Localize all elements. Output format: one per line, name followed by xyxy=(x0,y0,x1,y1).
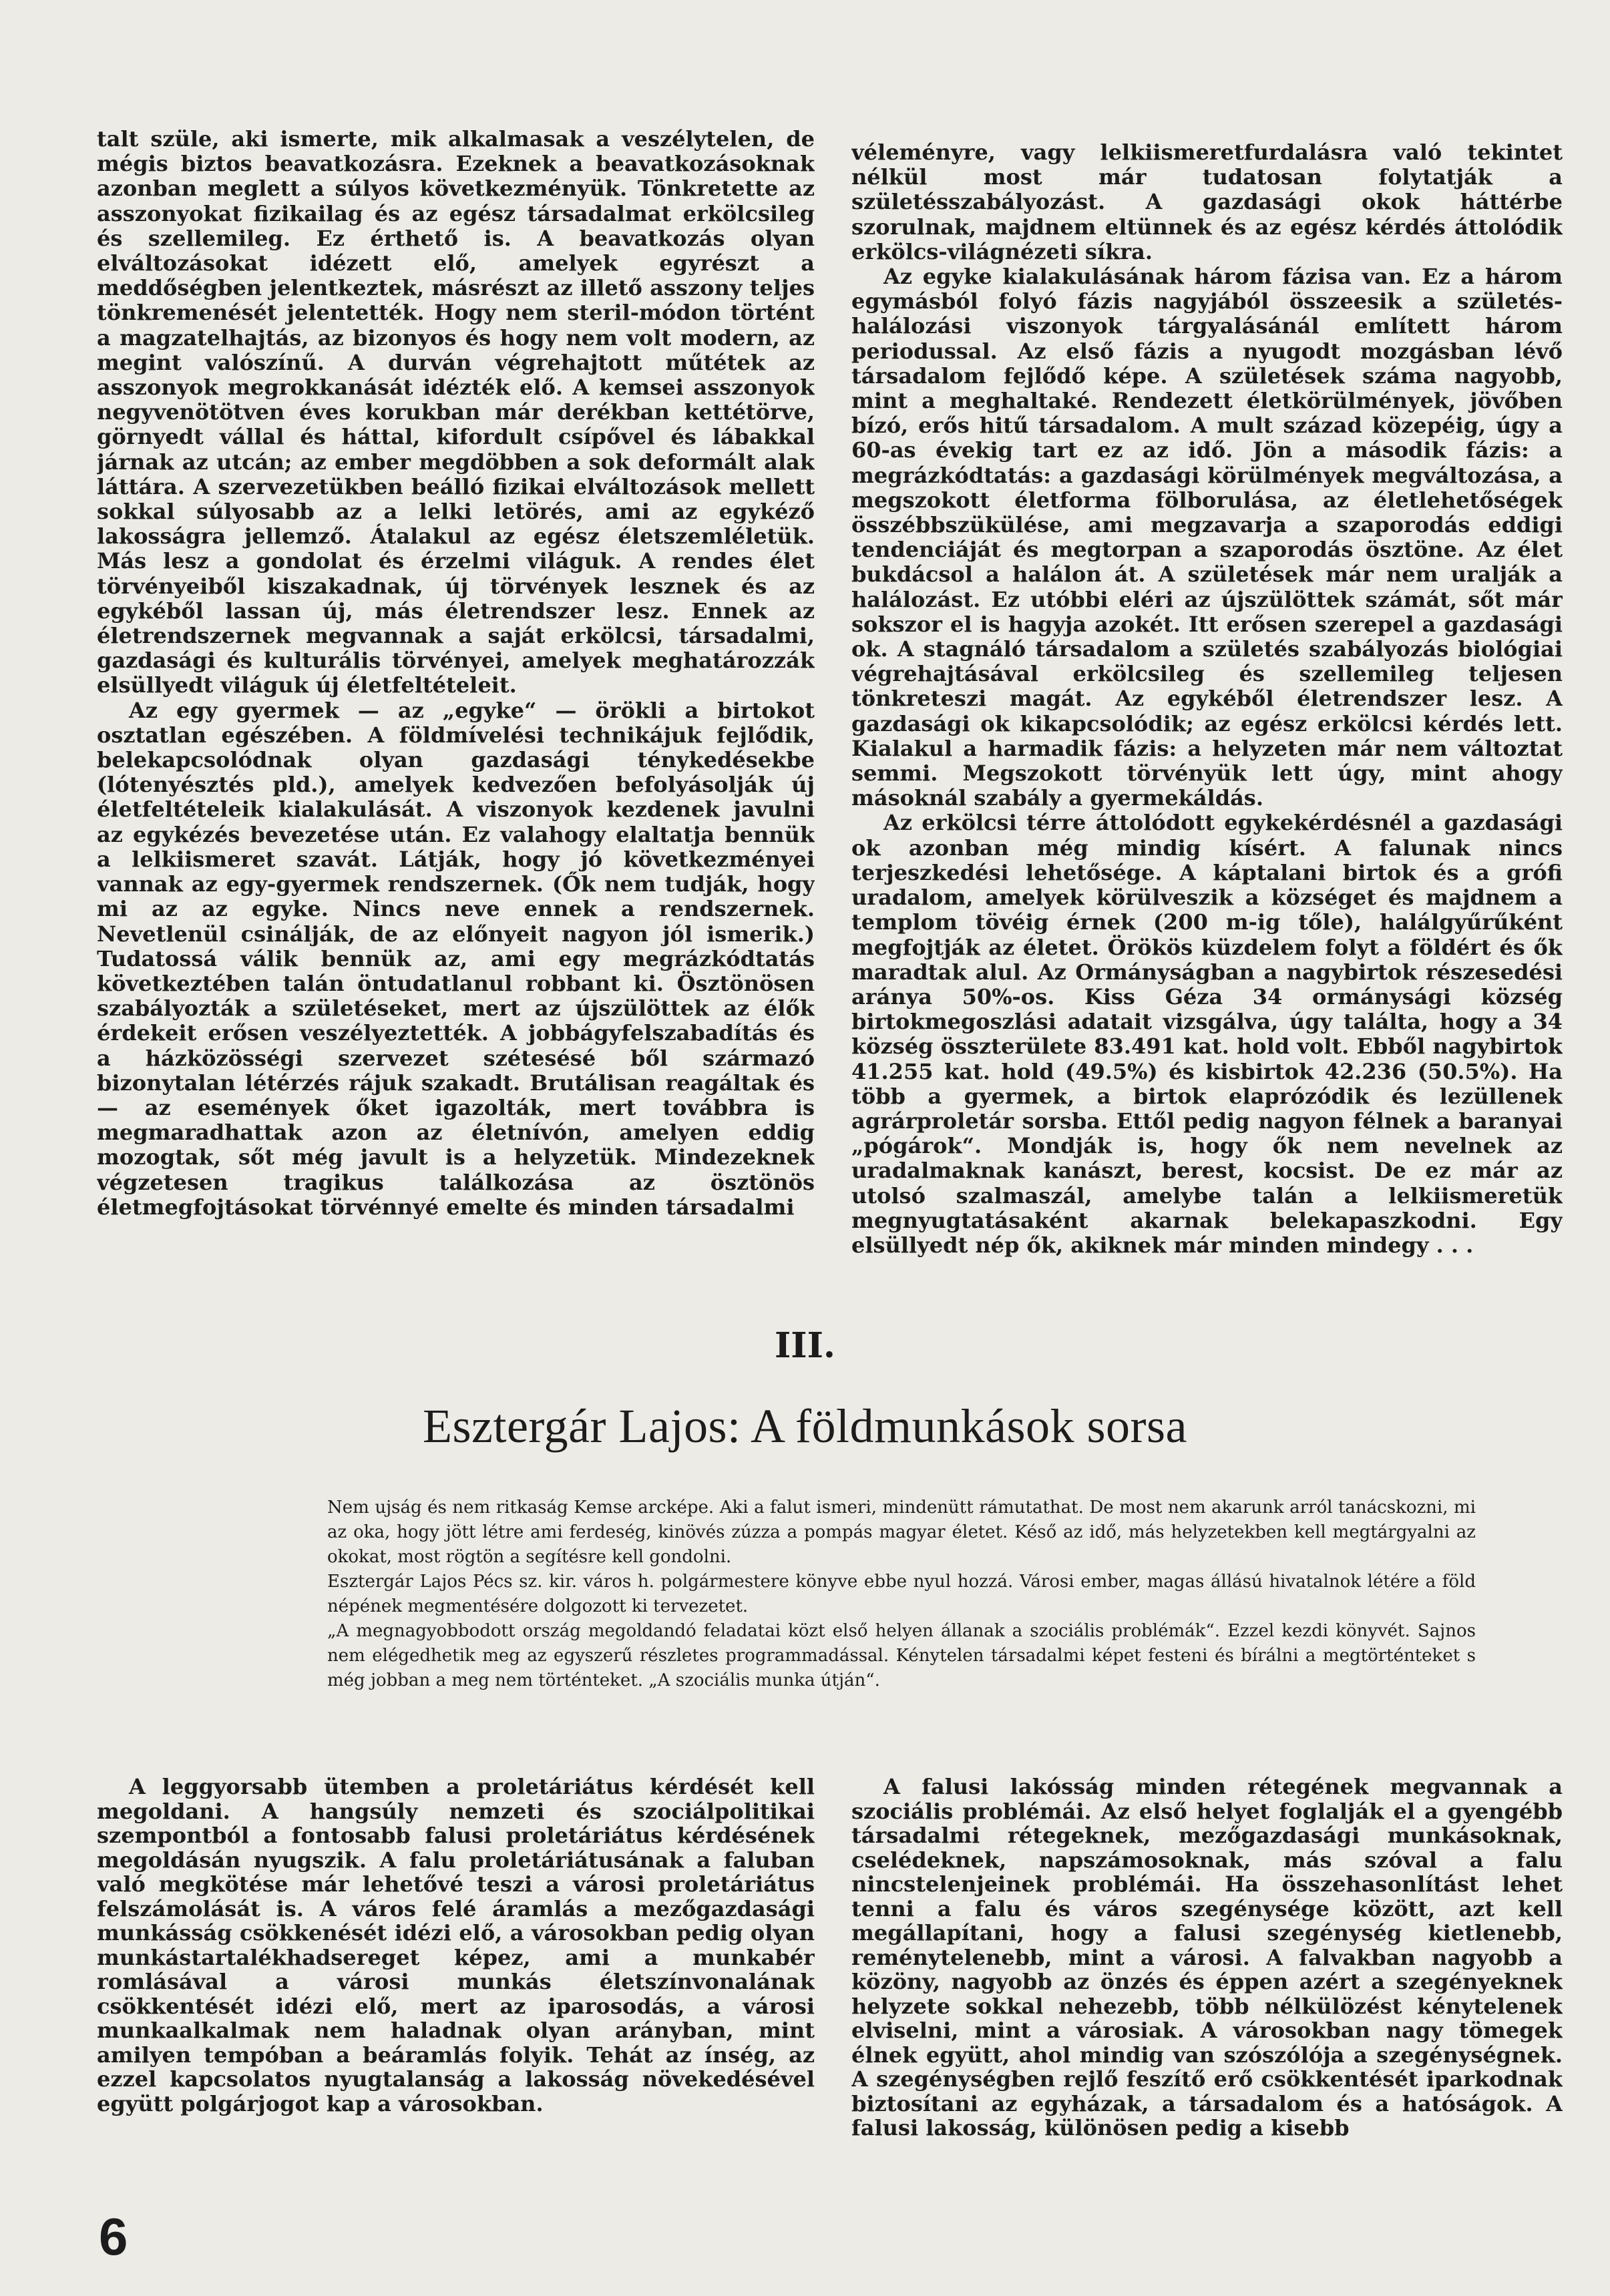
paragraph: Az egy gyermek — az „egyke“ — örökli a birtokot osztatlan egészében. A földmívelési technikájuk fejlődik, belekapcsolódnak olyan gazdasági ténykedésekbe (lótenyésztés pld.), amelyek kedvezően befolyásolják új életfeltételeik kialakulását. A viszonyok kezdenek javulni az egykézés bevezetése után. Ez valahogy elaltatja bennük a lelkiismeret szavát. Látják, hogy jó következményei vannak az egy-gyermek rendszernek. (Ők nem tudják, hogy mi az az egyke. Nincs neve ennek a rendszernek. Nevetlenül csinálják, de az előnyeit nagyon jól ismerik.) Tudatossá válik bennük az, ami egy megrázkódtatás következtében talán öntudatlanul robbant ki. Ösztönösen szabályozták a születéseket, mert az újszülöttek az élők érdekeit erősen veszélyeztették. A jobbágyfelszabadítás és a házközösségi szervezet szétesésé ből származó bizonytalan létérzés rájuk szakadt. Brutálisan reagáltak és — az események őket igazolták, mert továbbra is megmaradhattak azon az életnívón, amelyen eddig mozogtak, sőt még javult is a helyzetük. Mindezeknek végzetesen tragikus találkozása az ösztönös életmegfojtásokat törvénnyé emelte és minden társadalmi xyxy=(97,697,815,1220)
paragraph: A leggyorsabb ütemben a proletáriátus kérdését kell megoldani. A hangsúly nemzeti és szociálpolitikai szempontból a fontosabb falusi proletáriátus kérdésének megoldásán nyugszik. A falu proletáriátusának a faluban való megkötése már lehetővé teszi a városi proletáriátus felszámolását is. A város felé áramlás a mezőgazdasági munkásság csökkenését idézi elő, a városokban pedig olyan munkástartalékhadsereget képez, ami a munkabér romlásával a városi munkás életszínvonalának csökkentését idézi elő, mert az iparosodás, a városi munkaalkalmak nem haladnak olyan arányban, mint amilyen tempóban a beáramlás folyik. Tehát az ínség, az ezzel kapcsolatos nyugtalanság a lakosság növekedésével együtt polgárjogot kap a városokban. xyxy=(97,1775,815,2116)
paragraph: Az erkölcsi térre áttolódott egykekérdésnél a gazdasági ok azonban még mindig kísért. A falunak nincs terjeszkedési lehetősége. A káptalani birtok és a grófi uradalom, amelyek körülveszik a községet és majdnem a templom tövéig érnek (200 m-ig tőle), halálgyűrűként megfojtják az életet. Örökös küzdelem folyt a földért és ők maradtak alul. Az Ormányságban a nagybirtok részesedési aránya 50%-os. Kiss Géza 34 ormánysági község birtokmegoszlási adatait vizsgálva, úgy találta, hogy a 34 község összterülete 83.491 kat. hold volt. Ebből nagybirtok 41.255 kat. hold (49.5%) és kisbirtok 42.236 (50.5%). Ha több a gyermek, a birtok elaprózódik és lezüllenek agrárproletár sorsba. Ettől pedig nagyon félnek a baranyai „pógárok“. Mondják is, hogy ők nem nevelnek az uradalmaknak kanászt, berest, kocsist. De ez már az utolsó szalmaszál, amelybe talán a lelkiismeretük megnyugtatásaként akarnak belekapaszkodni. Egy elsüllyedt nép ők, akiknek már minden mindegy . . . xyxy=(851,810,1563,1258)
article-intro xyxy=(327,1496,1476,1693)
page-number: 6 xyxy=(99,2207,128,2266)
top-left-column xyxy=(97,127,815,1275)
paragraph: talt szüle, aki ismerte, mik alkalmasak a veszélytelen, de mégis biztos beavatkozásra. Ezeknek a beavatkozásoknak azonban meglett a súlyos következményük. Tönkretette az asszonyokat fizikailag és az egész társadalmat erkölcsileg és szellemileg. Ez érthető is. A beavatkozás olyan elváltozásokat idézett elő, amelyek egyrészt a meddőségben jelentkeztek, másrészt az illető asszony teljes tönkremenését jelentették. Hogy nem steril-módon történt a magzatelhajtás, az bizonyos és hogy nem volt modern, az megint valószínű. A durván végrehajtott műtétek az asszonyok megrokkanását idézték elő. A kemsei asszonyok negyvenötötven éves korukban már derékban kettétörve, görnyedt vállal és háttal, kifordult csípővel és lábakkal járnak az utcán; az ember megdöbben a sok deformált alak láttára. A szervezetükben beálló fizikai elváltozások mellett sokkal súlyosabb az a lelki letörés, ami az egykéző lakosságra jellemző. Átalakul az egész életszemléletük. Más lesz a gondolat és érzelmi világuk. A rendes élet törvényeiből kiszakadnak, új törvények lesznek és az egykéből lassan új, más életrendszer lesz. Ennek az életrendszernek megvannak a saját erkölcsi, társadalmi, gazdasági és kulturális törvényei, amelyek meghatározzák elsüllyedt világuk új életfeltételeit. xyxy=(97,127,815,698)
section-number: III. xyxy=(774,1325,836,1366)
bottom-left-column xyxy=(97,1775,815,2175)
bottom-right-column xyxy=(851,1775,1563,2175)
intro-paragraph: Nem ujság és nem ritkaság Kemse arcképe. Aki a falut ismeri, mindenütt rámutathat. De most nem akarunk arról tanácskozni, mi az oka, hogy jött létre ami ferdeség, kinövés zúzza a pompás magyar életet. Késő az idő, más helyzetekben kell megtárgyalni az okokat, most rögtön a segítésre kell gondolni. xyxy=(327,1498,1476,1567)
intro-paragraph: Esztergár Lajos Pécs sz. kir. város h. polgármestere könyve ebbe nyul hozzá. Városi ember, magas állású hivatalnok létére a föld népének megmentésére dolgozott ki tervezetet. xyxy=(327,1572,1476,1616)
paragraph: A falusi lakósság minden rétegének megvannak a szociális problémái. Az első helyet foglalják el a gyengébb társadalmi rétegeknek, mezőgazdasági munkásoknak, cselédeknek, napszámosoknak, más szóval a falu nincstelenjeinek problémái. Ha összehasonlítást lehet tenni a falu és város szegénysége között, azt kell megállapítani, hogy a falusi szegénység kietlenebb, reménytelenebb, mint a városi. A falvakban nagyobb a közöny, nagyobb az önzés és éppen azért a szegényeknek helyzete sokkal nehezebb, több nélkülözést kénytelenek elviselni, mint a városiak. A városokban nagy tömegek élnek együtt, ahol mindig van szószólója a szegénységnek. A szegénységben rejlő feszítő erő csökkentését iparkodnak biztosítani az egyházak, a társadalom és a hatóságok. A falusi lakosság, különösen pedig a kisebb xyxy=(851,1775,1563,2140)
paragraph: Az egyke kialakulásának három fázisa van. Ez a három egymásból folyó fázis nagyjából összeesik a születés-halálozási viszonyok tárgyalásánál említett három periodussal. Az első fázis a nyugodt mozgásban lévő társadalom fejlődő képe. A születések száma nagyobb, mint a meghaltaké. Rendezett életkörülmények, jövőben bízó, erős hitű társadalom. A mult század közepéig, úgy a 60-as évekig tart ez az idő. Jön a második fázis: a megrázkódtatás: a gazdasági körülmények megváltozása, a megszokott életforma fölborulása, az életlehetőségek összébbszükülése, ami megzavarja a szaporodás eddigi tendenciáját és megtorpan a szaporodás ösztöne. Az élet bukdácsol a halálon át. A születések már nem uralják a halálozást. Ez utóbbi eléri az újszülöttek számát, sőt már sokszor el is hagyja azokét. Itt erősen szerepel a gazdasági ok. A stagnáló társadalom a születés szabályozás biológiai végrehajtásával erkölcsileg és szellemileg teljesen tönkreteszi magát. Az egykéből életrendszer lesz. A gazdasági ok kikapcsolódik; az egész erkölcsi kérdés lett. Kialakul a harmadik fázis: a helyzeten már nem változtat semmi. Megszokott törvényük lett úgy, mint ahogy másoknál szabály a gyermekáldás. xyxy=(851,264,1563,811)
top-right-column xyxy=(851,140,1563,1275)
intro-paragraph: „A megnagyobbodott ország megoldandó feladatai közt első helyen állanak a szociális problémák“. Ezzel kezdi könyvét. Sajnos nem elégedhetik meg az egyszerű részletes programmadással. Kénytelen társadalmi képet festeni és bírálni a megtörténteket s még jobban a meg nem történteket. „A szociális munka útján“. xyxy=(327,1621,1476,1690)
paragraph: véleményre, vagy lelkiismeretfurdalásra való tekintet nélkül most már tudatosan folytatják a születésszabályozást. A gazdasági okok háttérbe szorulnak, majdnem eltünnek és az egész kérdés áttolódik erkölcs-világnézeti síkra. xyxy=(851,140,1563,264)
article-title: Esztergár Lajos: A földmunkások sorsa xyxy=(423,1399,1187,1453)
